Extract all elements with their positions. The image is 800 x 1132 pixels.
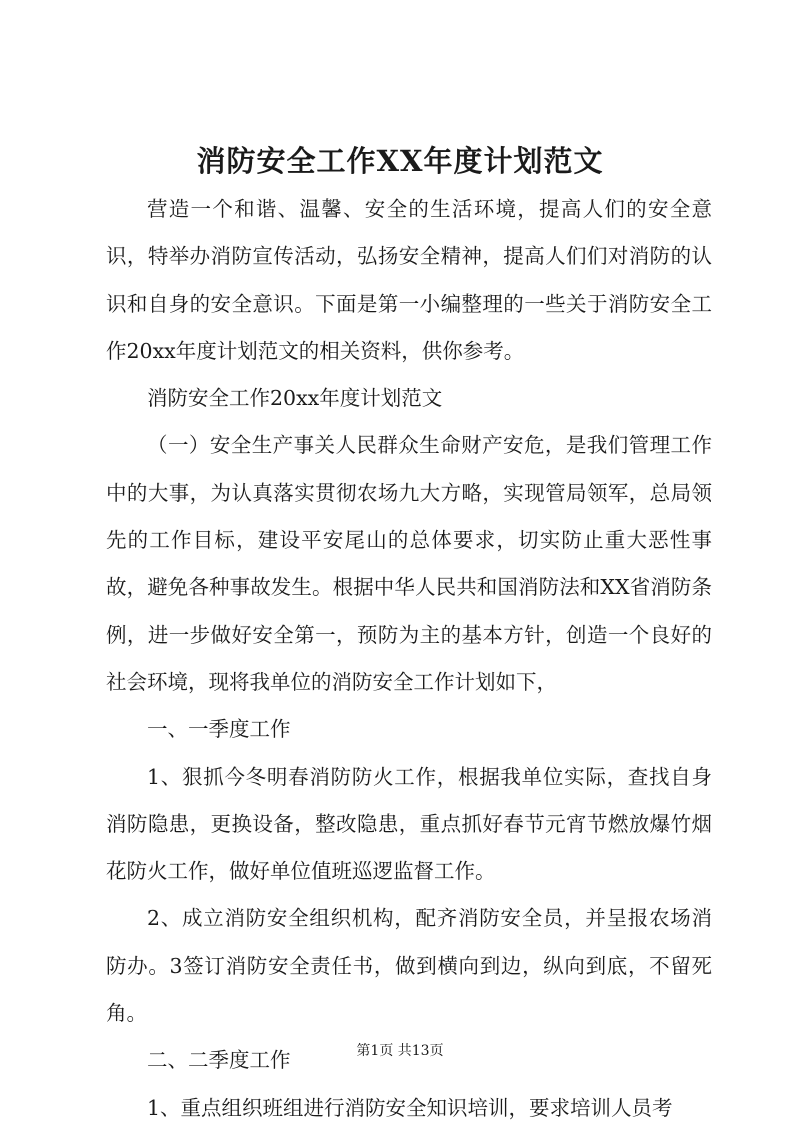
heading-second-quarter: 二、二季度工作 (147, 1048, 291, 1073)
paragraph-subtitle: 消防安全工作20xx年度计划范文 (147, 386, 443, 411)
heading-first-quarter: 一、一季度工作 (147, 717, 291, 742)
paragraph-item-2: 2、成立消防安全组织机构，配齐消防安全员，并呈报农场消防办。3签订消防安全责任书，做到横向到边，纵向到底，不留死角。 (106, 906, 712, 1026)
paragraph-item-1: 1、狠抓今冬明春消防防火工作，根据我单位实际，查找自身消防隐患，更换设备，整改隐患，重点抓好春节元宵节燃放爆竹烟花防火工作，做好单位值班巡逻监督工作。 (106, 764, 712, 884)
paragraph-item-3: 1、重点组织班组进行消防安全知识培训，要求培训人员考 (147, 1095, 673, 1120)
document-body (106, 186, 712, 1132)
paragraph-intro: 营造一个和谐、温馨、安全的生活环境，提高人们的安全意识，特举办消防宣传活动，弘扬安全精神，提高人们们对消防的认识和自身的安全意识。下面是第一小编整理的一些关于消防安全工作20xx年度计划范文的相关资料，供你参考。 (106, 197, 712, 363)
document-title: 消防安全工作XX年度计划范文 (196, 144, 604, 178)
paragraph-section-one-intro: （一）安全生产事关人民群众生命财产安危，是我们管理工作中的大事，为认真落实贯彻农场九大方略，实现管局领军，总局领先的工作目标，建设平安尾山的总体要求，切实防止重大恶性事故，避免各种事故发生。根据中华人民共和国消防法和XX省消防条例，进一步做好安全第一，预防为主的基本方针，创造一个良好的社会环境，现将我单位的消防安全工作计划如下， (106, 433, 712, 694)
page-number-footer: 第1页 共13页 (356, 1043, 444, 1059)
